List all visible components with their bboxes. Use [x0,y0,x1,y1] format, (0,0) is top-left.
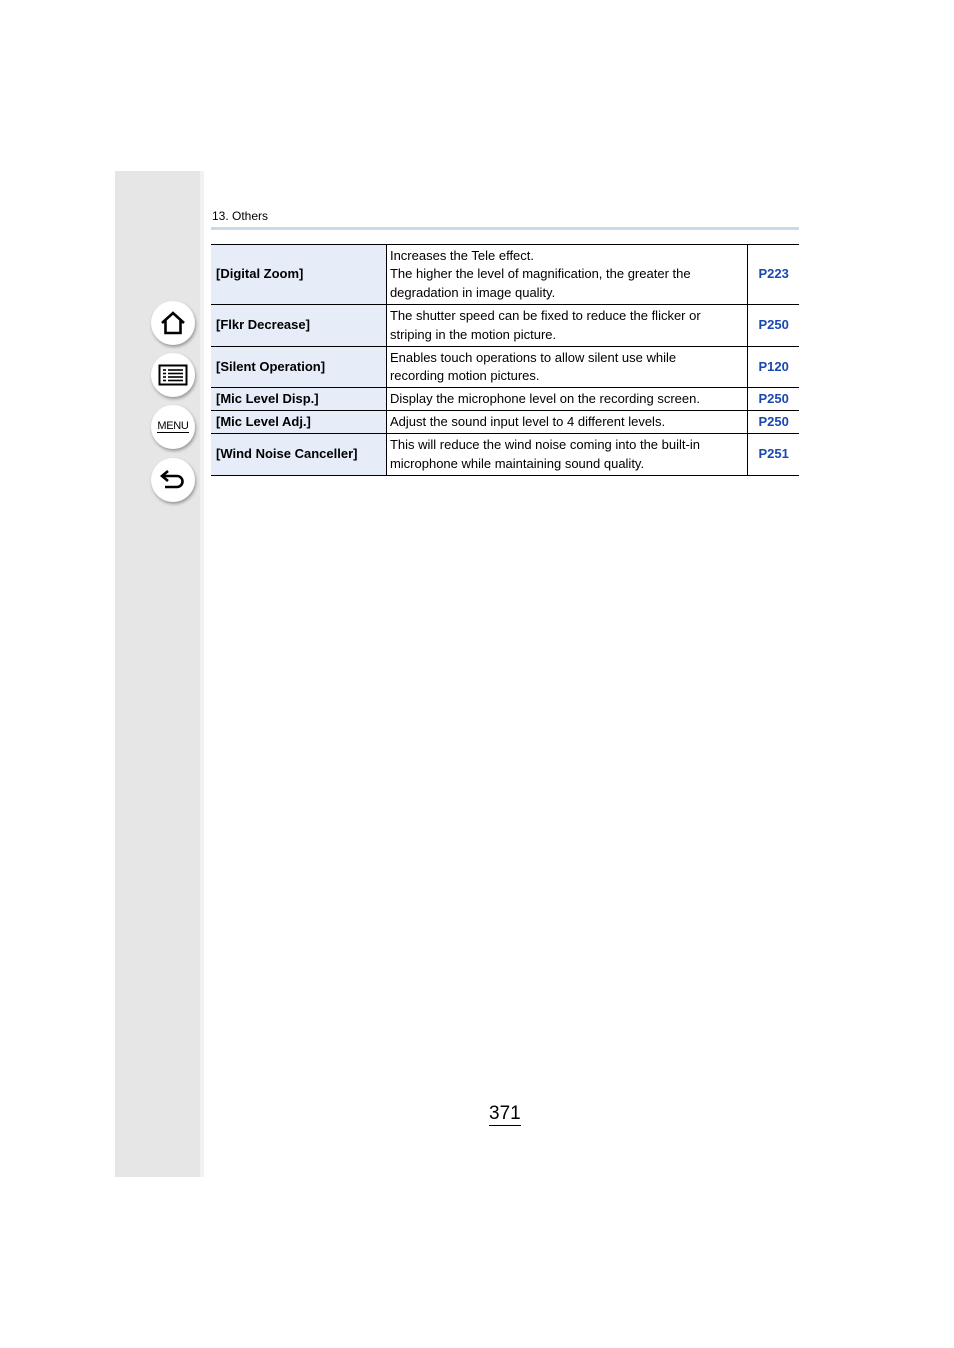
description-line: degradation in image quality. [389,284,556,300]
table-row [211,388,799,411]
setting-description [386,388,747,411]
description-line: The higher the level of magnification, the greater the [389,266,691,282]
setting-description [386,347,747,388]
description-line: Display the microphone level on the recording screen. [389,390,700,406]
home-button[interactable] [151,301,195,345]
return-arrow-icon [159,468,187,492]
sidebar-edge [200,171,204,1177]
menu-button[interactable] [151,405,195,449]
setting-name: [Wind Noise Canceller] [211,434,386,476]
menu-label: MENU [157,420,189,432]
table-row [211,411,799,434]
setting-name: [Silent Operation] [211,347,386,388]
setting-name: [Flkr Decrease] [211,305,386,347]
section-header: 13. Others [212,209,269,223]
table-row [211,245,799,305]
page-ref-link[interactable]: P250 [758,413,789,429]
page-number: 371 [489,1103,521,1124]
setting-description [386,305,747,347]
description-line: Increases the Tele effect. [389,247,535,263]
setting-description [386,411,747,434]
setting-name: [Digital Zoom] [211,245,386,305]
description-line: The shutter speed can be fixed to reduce the flicker or [389,308,701,323]
description-line: microphone while maintaining sound quality. [389,455,645,471]
page-ref-link[interactable]: P250 [758,390,789,406]
setting-description [386,434,747,476]
home-icon [159,310,187,336]
back-button[interactable] [151,458,195,502]
setting-description [386,245,747,305]
page-ref-link[interactable]: P223 [758,266,789,282]
page-ref-link[interactable]: P250 [758,317,789,333]
description-line: Adjust the sound input level to 4 different levels. [389,413,666,429]
settings-table [211,244,799,476]
table-row [211,347,799,388]
list-icon [158,364,188,386]
table-row [211,305,799,347]
contents-button[interactable] [151,353,195,397]
page-ref-link[interactable]: P120 [758,358,789,374]
description-line: Enables touch operations to allow silent use while [389,349,677,365]
header-rule [211,227,799,230]
description-line: striping in the motion picture. [389,326,557,342]
description-line: recording motion pictures. [389,368,540,383]
setting-name: [Mic Level Disp.] [211,388,386,411]
description-line: This will reduce the wind noise coming into the built-in [389,437,700,452]
page-ref-link[interactable]: P251 [758,446,789,462]
setting-name: [Mic Level Adj.] [211,411,386,434]
table-row [211,434,799,476]
